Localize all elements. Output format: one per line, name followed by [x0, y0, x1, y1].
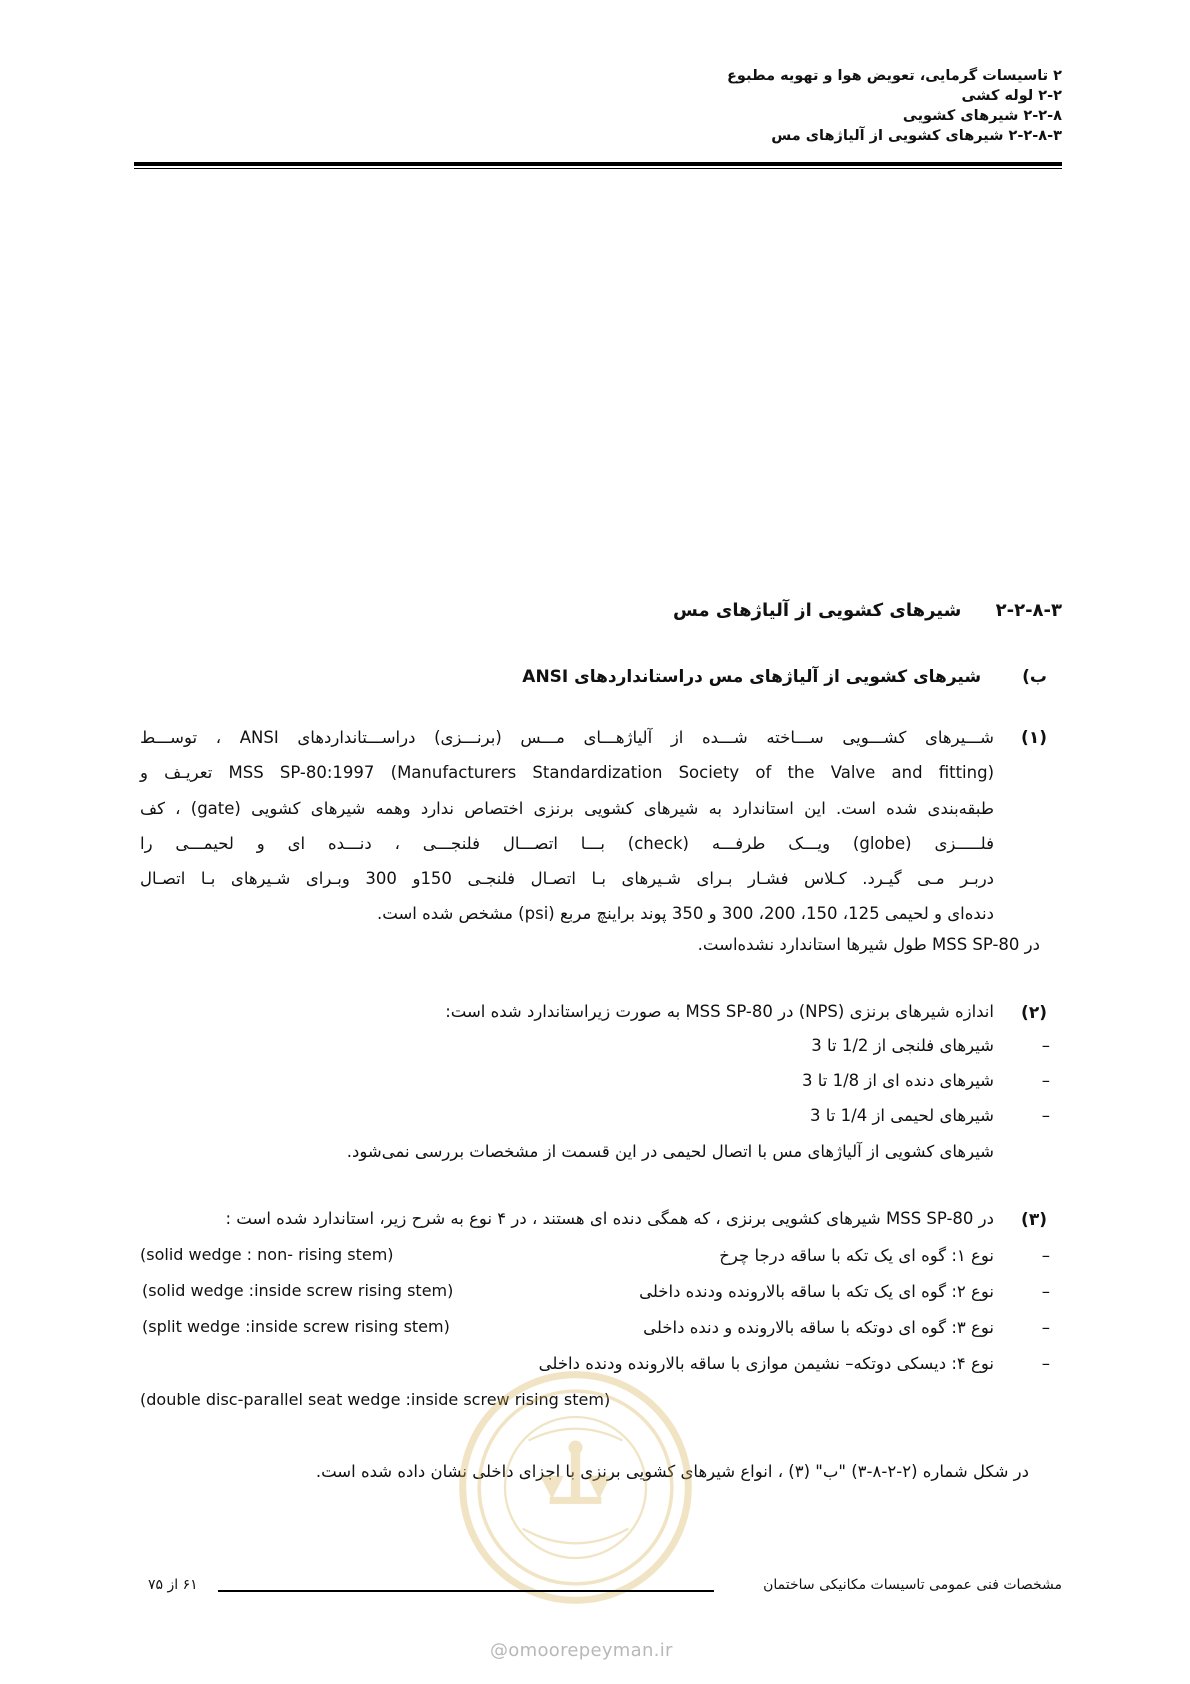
para3-intro: در MSS SP-80 شیرهای کشویی برنزی ، که همگی دنده ای هستند ، در ۴ نوع به شرح زیر، استاندارد شده است :	[225, 1209, 994, 1228]
page-number: ۶۱ از ۷۵	[148, 1577, 198, 1593]
para2-bullet-3: شیرهای لحیمی از 1/4 تا 3	[810, 1106, 994, 1125]
para1-line-7: در MSS SP-80 طول شیرها استاندارد نشده‌است.	[697, 935, 1040, 954]
section-number: ۲-۲-۸-۳	[995, 600, 1062, 621]
running-header	[727, 66, 1062, 146]
type-1-fa: نوع ۱: گوه ای یک تکه با ساقه درجا چرخ	[719, 1246, 994, 1265]
seal-watermark-icon	[458, 1370, 693, 1605]
bullet-dash: –	[1041, 1036, 1050, 1055]
header-line-1: ۲ تاسیسات گرمایی، تعویض هوا و تهویه مطبوع	[727, 68, 1062, 84]
watermark-url: @omoorepeyman.ir	[490, 1640, 673, 1661]
para1-body	[140, 720, 994, 932]
para1-line-1: شـــیرهای کشـــویی ســـاخته شـــده از آلیاژهـــای مـــس (برنـــزی) دراســـتانداردهای ANSI ، توســـط	[140, 728, 995, 747]
para2-intro: اندازه شیرهای برنزی (NPS) در MSS SP-80 به صورت زیراستاندارد شده است:	[445, 1002, 994, 1021]
para2-note: شیرهای کشویی از آلیاژهای مس با اتصال لحیمی در این قسمت از مشخصات بررسی نمی‌شود.	[346, 1142, 994, 1161]
header-rule-thick	[134, 162, 1062, 166]
bullet-dash: –	[1041, 1246, 1050, 1265]
section-title: شیرهای کشویی از آلیاژهای مس	[673, 600, 962, 621]
type-3-en: (split wedge :inside screw rising stem)	[142, 1317, 450, 1336]
subsection-title: شیرهای کشویی از آلیاژهای مس دراستانداردهای ANSI	[522, 667, 982, 687]
type-4-en: (double disc-parallel seat wedge :inside screw rising stem)	[140, 1390, 611, 1409]
para3-number: (۳)	[1021, 1210, 1047, 1230]
figure-reference: در شکل شماره (۲-۲-۸-۳) "ب" (۳) ، انواع شیرهای کشویی برنزی با اجزای داخلی نشان داده شده است.	[315, 1462, 1029, 1481]
section-heading	[673, 600, 1062, 621]
para1-line-3: طبقه‌بندی شده است. این استاندارد به شیرهای کشویی برنزی اختصاص ندارد وهمه شیرهای کشویی (gate) ، کف	[140, 798, 994, 818]
type-1-en: (solid wedge : non- rising stem)	[140, 1245, 394, 1264]
type-2-fa: نوع ۲: گوه ای یک تکه با ساقه بالارونده ودنده داخلی	[639, 1282, 994, 1301]
para1-line-2: (Manufacturers Standardization Society of the Valve and fitting) MSS SP-80:1997 تعریـف و	[140, 763, 995, 783]
header-line-4: ۲-۲-۸-۳ شیرهای کشویی از آلیاژهای مس	[771, 128, 1062, 144]
bullet-dash: –	[1041, 1071, 1050, 1090]
subsection-label: ب)	[1022, 667, 1047, 687]
type-2-en: (solid wedge :inside screw rising stem)	[142, 1281, 454, 1300]
type-4-fa: نوع ۴: دیسکی دوتکه– نشیمن موازی با ساقه بالارونده ودنده داخلی	[538, 1354, 994, 1373]
bullet-dash: –	[1041, 1282, 1050, 1301]
header-rule-thin	[134, 168, 1062, 169]
para1-line-4: فلـــــزی (globe) ویـــک طرفـــه (check) بـــا اتصـــال فلنجـــی ، دنـــده ای و لحیمـــی را	[140, 833, 994, 853]
subsection-heading	[522, 667, 1047, 687]
bullet-dash: –	[1041, 1106, 1050, 1125]
para1-line-6: دنده‌ای و لحیمی 125، 150، 200، 300 و 350 پوند براینچ مربع (psi) مشخص شده است.	[377, 904, 994, 924]
para2-bullet-2: شیرهای دنده ای از 1/8 تا 3	[802, 1071, 994, 1090]
footer-rule	[218, 1590, 714, 1592]
type-3-fa: نوع ۳: گوه ای دوتکه با ساقه بالارونده و دنده داخلی	[643, 1318, 994, 1337]
footer-title: مشخصات فنی عمومی تاسیسات مکانیکی ساختمان	[763, 1577, 1062, 1593]
bullet-dash: –	[1041, 1318, 1050, 1337]
header-line-2: ۲-۲ لوله کشی	[961, 88, 1062, 104]
para2-number: (۲)	[1021, 1003, 1047, 1023]
bullet-dash: –	[1041, 1354, 1050, 1373]
header-line-3: ۲-۲-۸ شیرهای کشویی	[902, 108, 1062, 124]
para1-number: (۱)	[1021, 728, 1047, 748]
para1-line-5: دربـر مـی گیـرد. کـلاس فشـار بـرای شـیرهای بـا اتصـال فلنجـی 150و 300 وبـرای شـیرهای بـا اتصـال	[140, 869, 995, 889]
para2-bullet-1: شیرهای فلنجی از 1/2 تا 3	[811, 1036, 994, 1055]
